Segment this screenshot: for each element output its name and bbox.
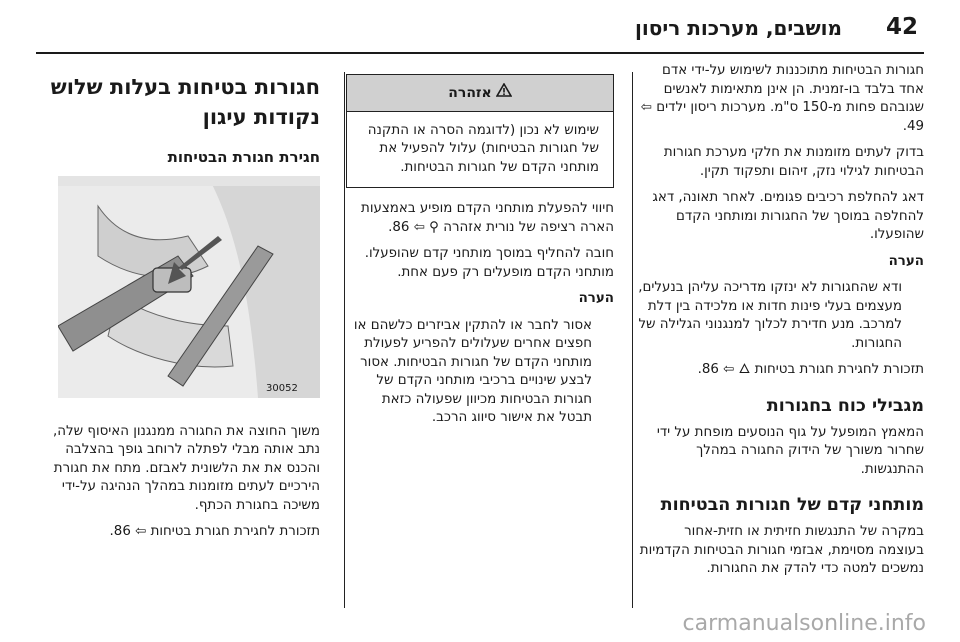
section-heading-force-limiters: מגבילי כוח בחגורות [766,395,924,416]
warning-box [346,74,614,188]
warning-title: אזהרה [448,85,492,101]
inspection-paragraph: בדוק לעתים מזומנות את חלקי מערכת חגורות הבטיחות לגילוי נזק, זיהום ותפקוד תקין. [663,145,924,179]
note-heading-middle: הערה [578,291,614,306]
fastening-instructions: משוך החוצה את החגורה ממנגנון האיסוף שלה, נתב אותה מבלי לפתלה לרוחב גופך בהצלבה והכנס את את הלשונית לאבזם. מתח את חגורת הירכיים לעתים מזומנות במהלך הנהיגה על-ידי משיכה בחגורת הכתף. [53,423,320,513]
section-title-three-point-belts: חגורות בטיחות בעלות שלוש נקודות עיגון [50,75,320,129]
belt-reminder-text: תזכורת לחגירת חגורת בטיחות 🜂 ⇦ 86. [697,362,924,377]
page-number: 42 [885,14,918,40]
column-right [636,62,924,587]
warning-body: שימוש לא נכון (לדוגמה הסרה או התקנה של חגורות הבטיחות) עלול להפעיל את מותחני הקדם של חגורות הבטיחות. [367,122,599,175]
header-rule [36,52,924,54]
column-left [36,62,320,550]
note-heading: הערה [888,253,924,269]
watermark: carmanualsonline.info [682,611,926,636]
section-heading-pretensioners: מותחני קדם של חגורות הבטיחות [660,495,924,515]
note-body-middle: אסור לחבר או להתקין אביזרים כלשהם או חפצים אחרים שעלולים להפריע לפעולת מותחני הקדם של חגורות הבטיחות. אסור לבצע שינויים ברכיבי מותחני הקדם של חגורות הבטיחות מכיוון שפעולה כזאת תבטל את אישור סיווג הרכב. [353,317,592,425]
pretensioners-text: במקרה של התנגשות חזיתית או חזית-אחור בעוצמה מסוימת, אבזמי חגורות הבטיחות הקדמיות נמשכים למטה כדי להדק את החגורות. [639,524,924,576]
seatbelt-illustration [58,176,320,398]
figure-number: 30052 [266,383,298,394]
belt-usage-paragraph: חגורות הבטיחות מתוכננות לשימוש על-ידי אדם אחד בלבד בו-זמנית. הן אינן מתאימות לאנשים שגובהם פחות מ-150 ס"מ. מערכות ריסון ילדים ⇦ 49. [640,63,924,134]
column-divider-left [344,72,345,608]
force-limiters-text: המאמץ המופעל על גוף הנוסעים מופחת על ידי שחרור משורך של הידוק החגורה במהלך ההתנגשות. [656,424,924,477]
pretensioner-indicator-text: חיווי להפעלת מותחני הקדם מופיע באמצעות הארה רציפה של נורית אזהרה ⚲ ⇦ 86. [361,201,614,235]
replacement-paragraph: דאג להחלפת רכיבים פגומים. לאחר תאונה, דאג להחלפה במוסך של החגורות ומותחני הקדם שהופעלו. [652,190,924,242]
subsection-heading-fastening: חגירת חגורת הבטיחות [167,148,320,166]
warning-header [347,75,613,112]
column-middle [346,62,614,436]
belt-reminder-left: תזכורת לחגירת חגורת בטיחות ⇦ 86. [109,524,320,539]
pretensioner-replacement-text: חובה להחליף במוסך מותחני קדם שהופעלו. מותחני הקדם מופעלים רק פעם אחת. [364,246,614,280]
note-body: ודא שהחגורות לא ינזקו מדריכה עליהן בנעלים, מעצמים בעלי פינות חדות או מלכידה בין דלת למרכב. מנע חדירת לכלוך למנגנוני הגלילה של החגורות. [638,280,902,351]
chapter-title: מושבים, מערכות ריסון [635,16,842,40]
column-divider-right [632,72,633,608]
warning-triangle-icon [496,83,512,102]
